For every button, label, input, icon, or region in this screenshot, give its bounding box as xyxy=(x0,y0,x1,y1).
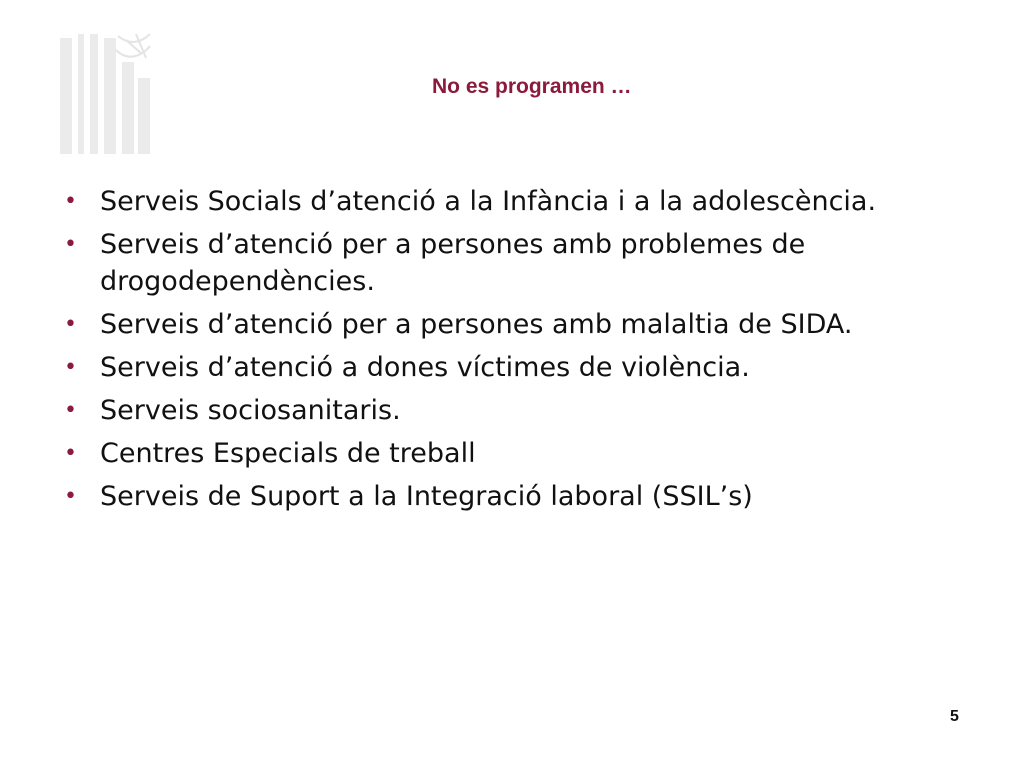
bullet-item xyxy=(60,478,960,515)
bullet-item xyxy=(60,392,960,429)
bullet-list xyxy=(60,183,960,521)
bullet-text: Serveis de Suport a la Integració laboral (SSIL’s) xyxy=(100,481,753,512)
bullet-text: Serveis d’atenció per a persones amb problemes de drogodependències. xyxy=(100,229,806,297)
slide-title: No es programen … xyxy=(432,75,632,98)
bullet-icon: • xyxy=(64,312,77,337)
columns-logo-icon xyxy=(58,32,154,154)
bullet-item xyxy=(60,349,960,386)
bullet-icon: • xyxy=(64,398,77,423)
bullet-text: Serveis Socials d’atenció a la Infància i a la adolescència. xyxy=(100,186,877,217)
bullet-text: Centres Especials de treball xyxy=(100,438,476,469)
bullet-item xyxy=(60,183,960,220)
bullet-icon: • xyxy=(64,189,77,214)
bullet-item xyxy=(60,226,960,300)
bullet-item xyxy=(60,306,960,343)
page-number: 5 xyxy=(950,708,959,725)
bullet-text: Serveis sociosanitaris. xyxy=(100,395,401,426)
bullet-item xyxy=(60,435,960,472)
bullet-text: Serveis d’atenció a dones víctimes de violència. xyxy=(100,352,750,383)
bullet-icon: • xyxy=(64,484,77,509)
bullet-text: Serveis d’atenció per a persones amb malaltia de SIDA. xyxy=(100,309,853,340)
bullet-icon: • xyxy=(64,441,77,466)
bullet-icon: • xyxy=(64,355,77,380)
bullet-icon: • xyxy=(64,232,77,257)
